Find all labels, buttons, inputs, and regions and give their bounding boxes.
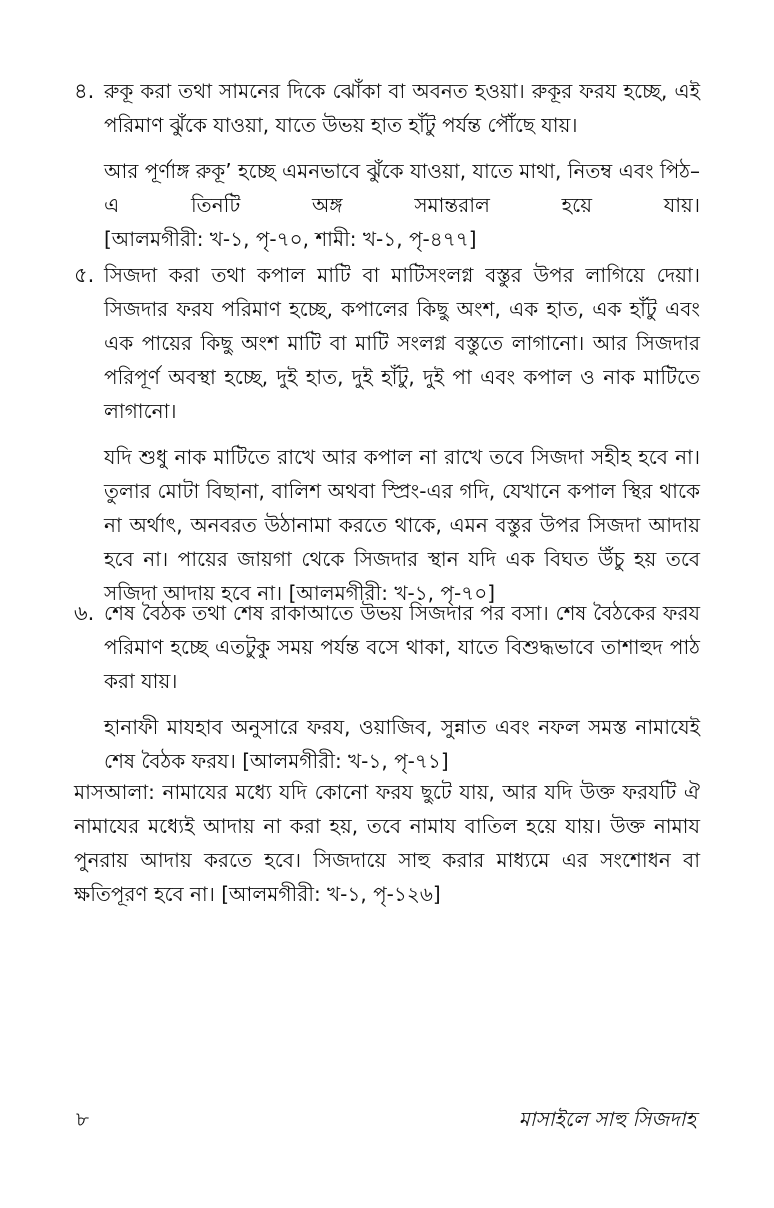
paragraph [104, 258, 700, 428]
masala-text: মাসআলা: নামাযের মধ্যে যদি কোনো ফরয ছুটে যায়, আর যদি উক্ত ফরযটি ঐ নামাযের মধ্যেই আদায় না করা হয়, তবে নামায বাতিল হয়ে যায়। উক্ত নামায পুনরায় আদায় করতে হবে। সিজদায়ে সাহু করার মাধ্যমে এর সংশোধন বা ক্ষতিপূরণ হবে না। [74, 780, 700, 906]
citation: [আলমগীরী: খ-১, পৃ-৭০, শামী: খ-১, পৃ-৪৭৭] [104, 227, 477, 251]
item-body [104, 74, 700, 256]
list-item-4 [74, 74, 700, 268]
paragraph-text: রুকূ করা তথা সামনের দিকে ঝোঁকা বা অবনত হওয়া। রুকূর ফরয হচ্ছে, এই পরিমাণ ঝুঁকে যাওয়া, যাতে উভয় হাত হাঁটু পর্যন্ত পৌঁছে যায়। [104, 79, 700, 137]
item-number: ৫. [74, 263, 95, 287]
item-number: ৬. [74, 601, 95, 625]
paragraph [104, 710, 700, 778]
item-number: ৪. [74, 79, 95, 103]
page-number: ৮ [76, 1107, 89, 1131]
paragraph [104, 74, 700, 142]
citation: [আলমগীরী: খ-১, পৃ-৭১] [242, 749, 449, 773]
paragraph-text: যদি শুধু নাক মাটিতে রাখে আর কপাল না রাখে তবে সিজদা সহীহ হবে না। তুলার মোটা বিছানা, বালিশ অথবা স্প্রিং-এর গদি, যেখানে কপাল স্থির থাকে না অর্থাৎ, অনবরত উঠানামা করতে থাকে, এমন বস্তুর উপর সিজদা আদায় হবে না। পায়ের জায়গা থেকে সিজদার স্থান যদি এক বিঘত উঁচু হয় তবে সজিদা আদায় হবে না। [104, 445, 700, 605]
paragraph [104, 154, 700, 256]
paragraph [104, 596, 700, 698]
paragraph-text: সিজদা করা তথা কপাল মাটি বা মাটিসংলগ্ন বস্তুর উপর লাগিয়ে দেয়া। সিজদার ফরয পরিমাণ হচ্ছে, কপালের কিছু অংশ, এক হাত, এক হাঁটু এবং এক পায়ের কিছু অংশ মাটি বা মাটি সংলগ্ন বস্তুতে লাগানো। আর সিজদার পরিপূর্ণ অবস্থা হচ্ছে, দুই হাত, দুই হাঁটু, দুই পা এবং কপাল ও নাক মাটিতে লাগানো। [104, 263, 700, 423]
masala-paragraph [74, 775, 700, 911]
paragraph-text: হানাফী মাযহাব অনুসারে ফরয, ওয়াজিব, সুন্নাত এবং নফল সমস্ত নামাযেই শেষ বৈঠক ফরয। [104, 715, 700, 773]
item-body [104, 258, 700, 610]
citation: [আলমগীরী: খ-১, পৃ-৭০] [288, 581, 495, 605]
paragraph-text: আর পূর্ণাঙ্গ রুকূ’ হচ্ছে এমনভাবে ঝুঁকে যাওয়া, যাতে মাথা, নিতম্ব এবং পিঠ– এ তিনটি অঙ্গ সমান্তরাল হয়ে যায়। [104, 159, 700, 217]
paragraph-text: শেষ বৈঠক তথা শেষ রাকাআতে উভয় সিজদার পর বসা। শেষ বৈঠকের ফরয পরিমাণ হচ্ছে এতটুকু সময় পর্যন্ত বসে থাকা, যাতে বিশুদ্ধভাবে তাশাহুদ পাঠ করা যায়। [104, 601, 700, 693]
list-item-6 [74, 596, 700, 790]
paragraph [104, 440, 700, 610]
item-body [104, 596, 700, 778]
running-title: মাসাইলে সাহু সিজদাহ [518, 1107, 696, 1131]
citation: [আলমগীরী: খ-১, পৃ-১২৬] [221, 882, 441, 906]
list-item-5 [74, 258, 700, 622]
